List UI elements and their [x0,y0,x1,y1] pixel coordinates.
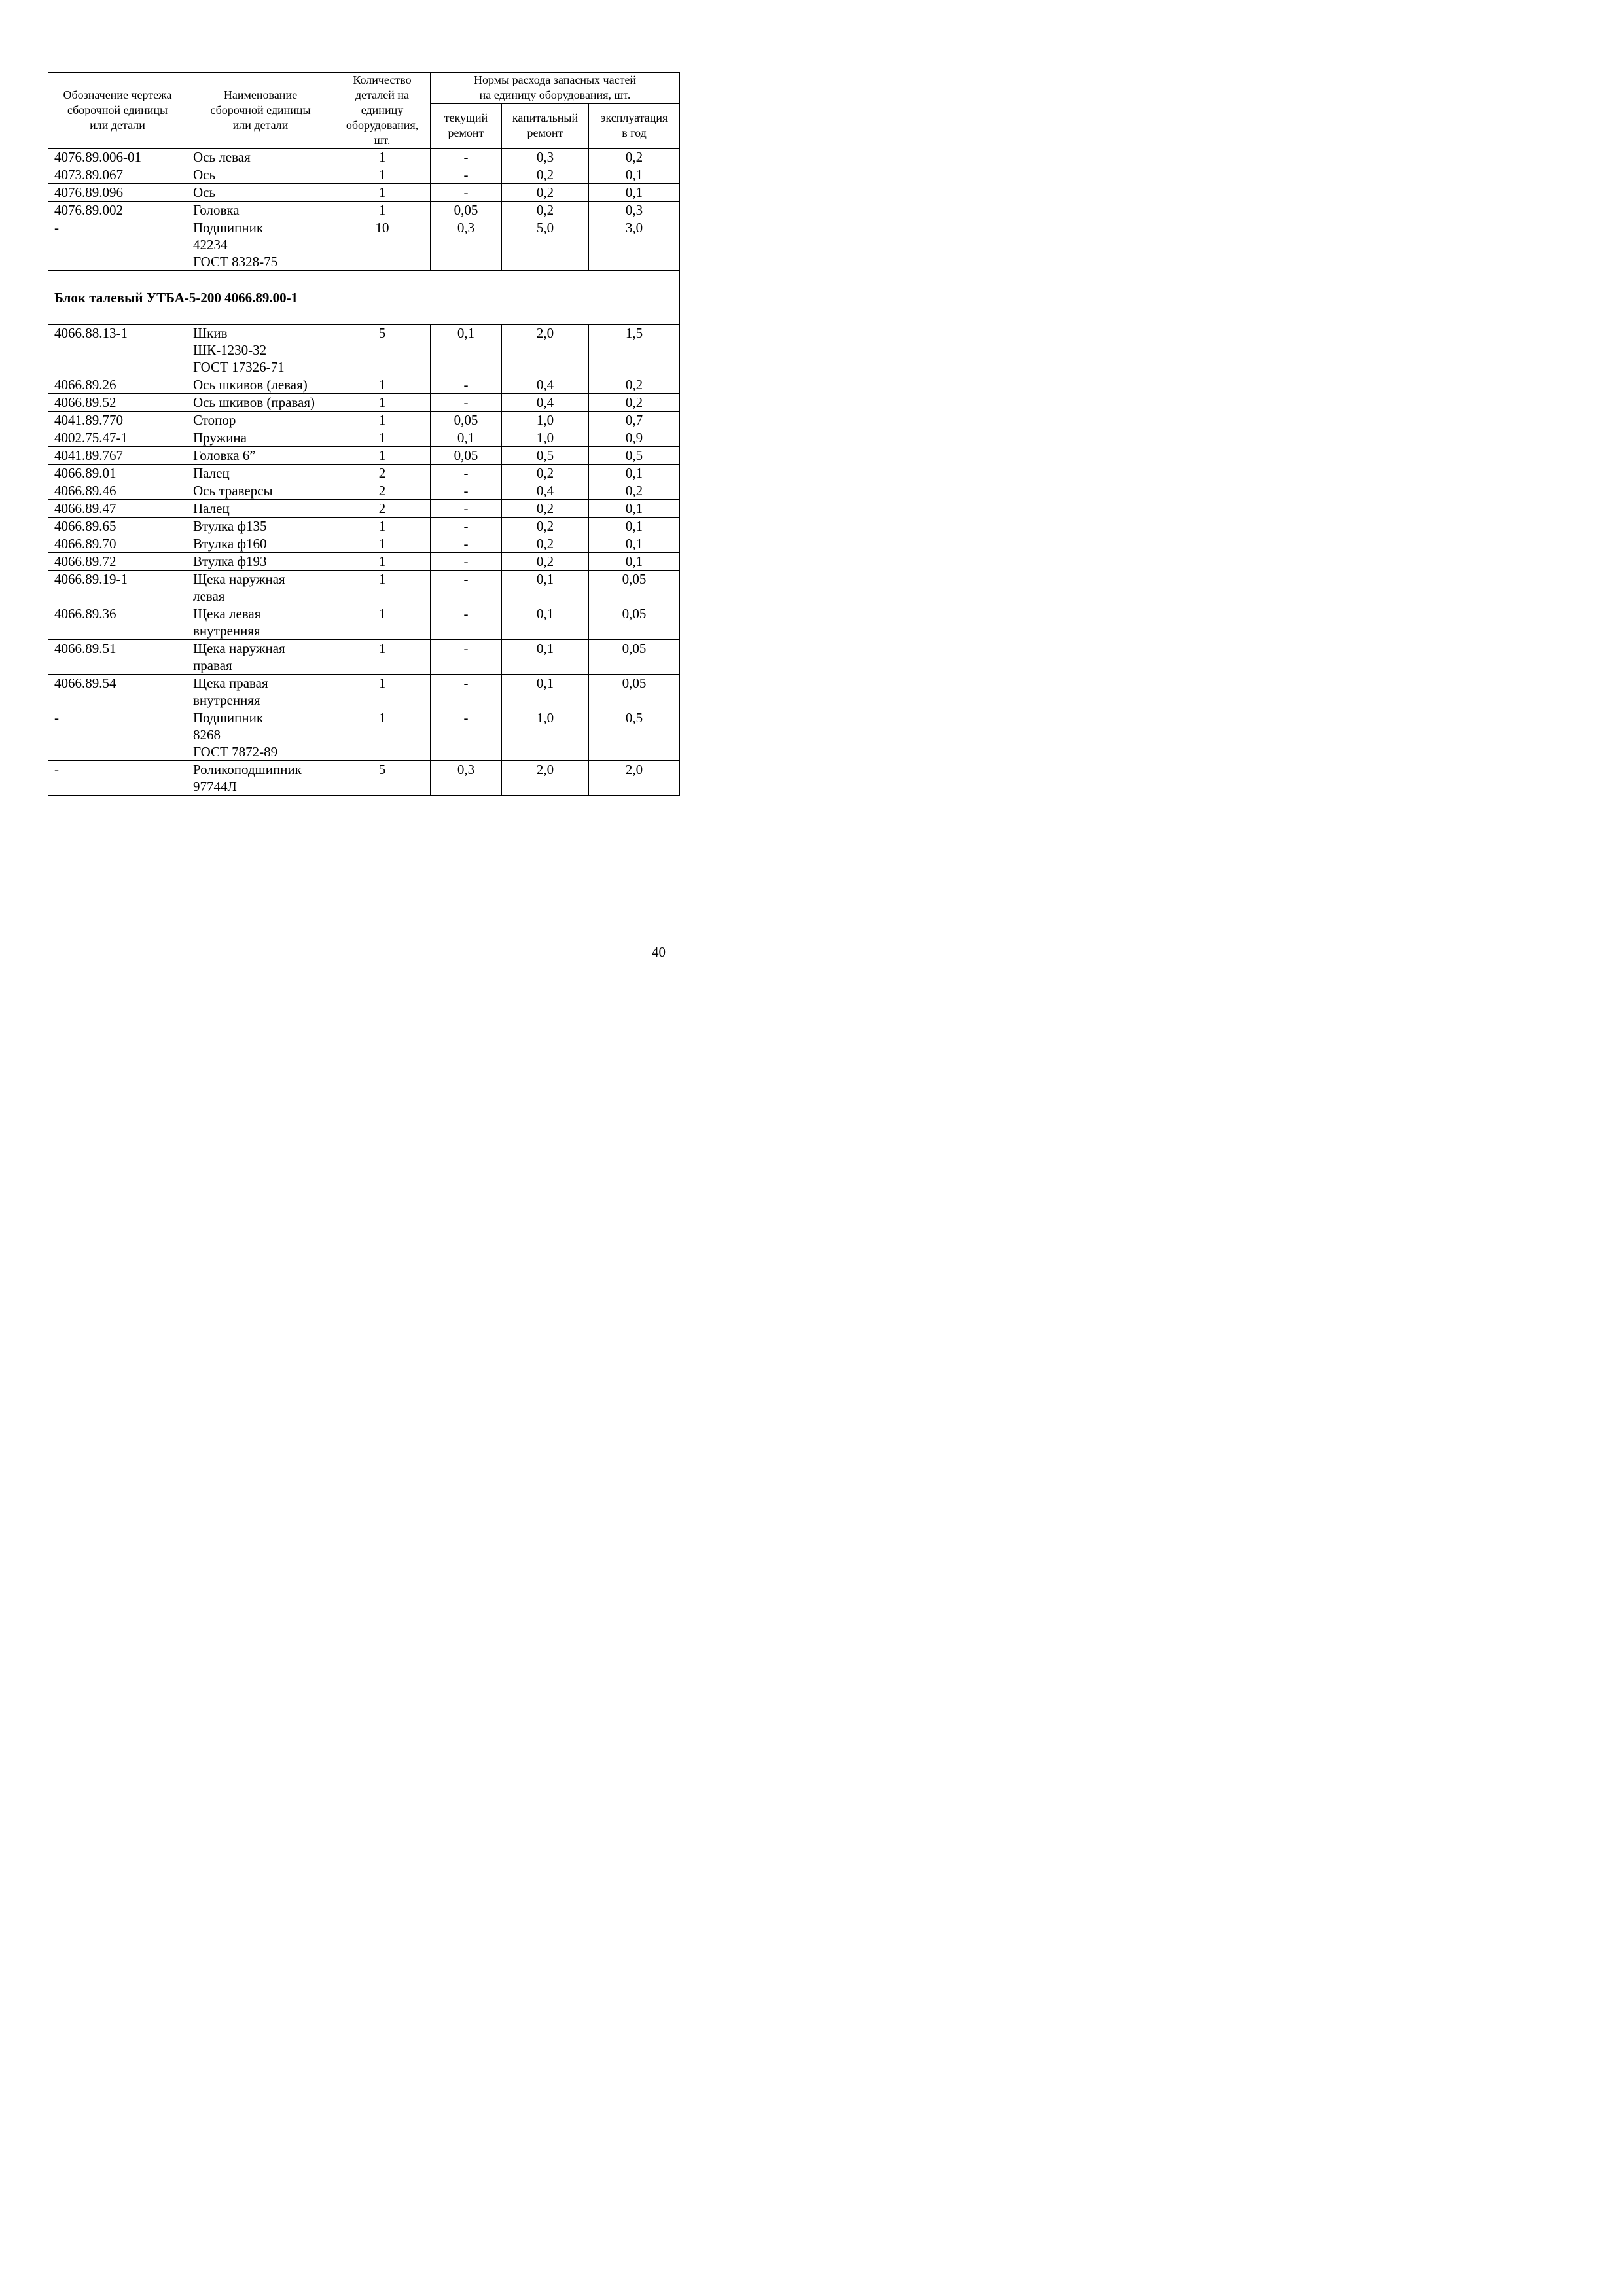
cell-operation: 0,5 [589,709,680,761]
header-operation: эксплуатация в год [589,103,680,148]
cell-quantity: 1 [334,605,431,640]
cell-name: Втулка ф160 [187,535,334,553]
cell-quantity: 1 [334,184,431,202]
cell-operation: 0,1 [589,518,680,535]
table-row [48,149,680,166]
cell-capital-repair: 1,0 [502,429,589,447]
cell-operation: 1,5 [589,325,680,376]
cell-current-repair: - [431,640,502,675]
cell-name: Ось шкивов (правая) [187,394,334,412]
section-title: Блок талевый УТБА-5-200 4066.89.00-1 [48,271,680,325]
cell-quantity: 1 [334,571,431,605]
cell-name: Втулка ф135 [187,518,334,535]
table-row [48,325,680,376]
cell-operation: 0,1 [589,553,680,571]
cell-capital-repair: 0,2 [502,553,589,571]
cell-current-repair: 0,1 [431,429,502,447]
cell-operation: 0,1 [589,184,680,202]
table-row [48,535,680,553]
cell-name: Ось [187,184,334,202]
cell-capital-repair: 0,1 [502,571,589,605]
table-row [48,429,680,447]
cell-operation: 0,3 [589,202,680,219]
cell-name: Палец [187,465,334,482]
cell-quantity: 1 [334,709,431,761]
cell-quantity: 1 [334,429,431,447]
table-row [48,166,680,184]
cell-code: 4066.89.26 [48,376,187,394]
cell-capital-repair: 0,3 [502,149,589,166]
cell-name: Втулка ф193 [187,553,334,571]
cell-capital-repair: 2,0 [502,761,589,796]
cell-name: Щека наружная правая [187,640,334,675]
table-row [48,219,680,271]
cell-operation: 0,2 [589,149,680,166]
section-row [48,271,680,325]
cell-capital-repair: 0,2 [502,518,589,535]
cell-current-repair: - [431,184,502,202]
cell-capital-repair: 0,4 [502,482,589,500]
cell-name: Шкив ШК-1230-32 ГОСТ 17326-71 [187,325,334,376]
table-row [48,640,680,675]
table-row [48,709,680,761]
cell-capital-repair: 0,5 [502,447,589,465]
cell-quantity: 1 [334,447,431,465]
cell-quantity: 2 [334,465,431,482]
cell-name: Подшипник 8268 ГОСТ 7872-89 [187,709,334,761]
table-body-part-2 [48,325,680,796]
table-row [48,184,680,202]
table-row [48,553,680,571]
cell-quantity: 1 [334,640,431,675]
cell-capital-repair: 0,2 [502,184,589,202]
page-number: 40 [652,944,666,960]
cell-code: 4066.89.01 [48,465,187,482]
cell-code: - [48,709,187,761]
cell-current-repair: - [431,500,502,518]
table-body-part-1 [48,149,680,271]
cell-name: Головка [187,202,334,219]
cell-current-repair: - [431,394,502,412]
cell-quantity: 1 [334,149,431,166]
spare-parts-table [48,72,680,796]
table-row [48,465,680,482]
cell-code: 4066.89.70 [48,535,187,553]
cell-capital-repair: 0,2 [502,465,589,482]
table-row [48,394,680,412]
table-row [48,675,680,709]
table-row [48,447,680,465]
cell-name: Ось левая [187,149,334,166]
header-capital-repair: капитальный ремонт [502,103,589,148]
cell-name: Подшипник 42234 ГОСТ 8328-75 [187,219,334,271]
cell-current-repair: 0,1 [431,325,502,376]
table-row [48,482,680,500]
cell-name: Ось [187,166,334,184]
cell-operation: 0,1 [589,465,680,482]
cell-capital-repair: 1,0 [502,709,589,761]
cell-capital-repair: 5,0 [502,219,589,271]
cell-capital-repair: 0,4 [502,376,589,394]
cell-operation: 2,0 [589,761,680,796]
cell-operation: 0,05 [589,605,680,640]
cell-current-repair: 0,05 [431,202,502,219]
cell-code: 4041.89.767 [48,447,187,465]
cell-current-repair: - [431,709,502,761]
cell-quantity: 1 [334,412,431,429]
cell-code: - [48,761,187,796]
cell-operation: 0,05 [589,640,680,675]
cell-capital-repair: 0,4 [502,394,589,412]
cell-current-repair: - [431,605,502,640]
cell-name: Щека наружная левая [187,571,334,605]
cell-name: Ось шкивов (левая) [187,376,334,394]
cell-current-repair: - [431,166,502,184]
cell-current-repair: - [431,675,502,709]
cell-quantity: 1 [334,535,431,553]
cell-operation: 0,1 [589,500,680,518]
cell-current-repair: - [431,465,502,482]
cell-quantity: 1 [334,518,431,535]
cell-capital-repair: 0,2 [502,166,589,184]
cell-capital-repair: 0,1 [502,675,589,709]
cell-capital-repair: 0,2 [502,202,589,219]
cell-quantity: 2 [334,482,431,500]
cell-operation: 0,1 [589,166,680,184]
cell-operation: 0,05 [589,571,680,605]
header-current-repair: текущий ремонт [431,103,502,148]
cell-code: 4076.89.006-01 [48,149,187,166]
cell-current-repair: - [431,482,502,500]
cell-name: Роликоподшипник 97744Л [187,761,334,796]
header-quantity: Количество деталей на единицу оборудования, шт. [334,73,431,149]
cell-code: 4066.89.65 [48,518,187,535]
cell-operation: 0,2 [589,394,680,412]
cell-name: Щека левая внутренняя [187,605,334,640]
cell-code: 4066.89.47 [48,500,187,518]
cell-capital-repair: 2,0 [502,325,589,376]
cell-name: Щека правая внутренняя [187,675,334,709]
table-row [48,571,680,605]
table-row [48,518,680,535]
cell-code: 4076.89.002 [48,202,187,219]
cell-operation: 0,2 [589,376,680,394]
cell-current-repair: - [431,553,502,571]
cell-current-repair: 0,05 [431,447,502,465]
table-row [48,500,680,518]
cell-quantity: 1 [334,394,431,412]
cell-operation: 3,0 [589,219,680,271]
cell-name: Ось траверсы [187,482,334,500]
cell-quantity: 1 [334,553,431,571]
cell-quantity: 1 [334,675,431,709]
cell-code: 4066.88.13-1 [48,325,187,376]
cell-code: 4041.89.770 [48,412,187,429]
cell-quantity: 1 [334,376,431,394]
cell-capital-repair: 0,1 [502,605,589,640]
cell-capital-repair: 0,2 [502,535,589,553]
table-row [48,412,680,429]
cell-code: 4002.75.47-1 [48,429,187,447]
cell-current-repair: 0,3 [431,219,502,271]
cell-operation: 0,05 [589,675,680,709]
section-header-body [48,271,680,325]
cell-quantity: 1 [334,202,431,219]
cell-operation: 0,2 [589,482,680,500]
cell-code: - [48,219,187,271]
cell-quantity: 5 [334,325,431,376]
cell-code: 4066.89.19-1 [48,571,187,605]
cell-code: 4066.89.54 [48,675,187,709]
cell-code: 4073.89.067 [48,166,187,184]
cell-code: 4076.89.096 [48,184,187,202]
cell-name: Головка 6” [187,447,334,465]
cell-quantity: 1 [334,166,431,184]
cell-operation: 0,1 [589,535,680,553]
cell-name: Стопор [187,412,334,429]
cell-capital-repair: 1,0 [502,412,589,429]
cell-operation: 0,5 [589,447,680,465]
cell-current-repair: - [431,149,502,166]
cell-capital-repair: 0,2 [502,500,589,518]
cell-operation: 0,9 [589,429,680,447]
table-row [48,761,680,796]
cell-current-repair: 0,3 [431,761,502,796]
cell-operation: 0,7 [589,412,680,429]
cell-name: Палец [187,500,334,518]
cell-current-repair: - [431,376,502,394]
table-row [48,376,680,394]
header-norms: Нормы расхода запасных частей на единицу оборудования, шт. [431,73,680,104]
cell-capital-repair: 0,1 [502,640,589,675]
cell-current-repair: - [431,571,502,605]
cell-name: Пружина [187,429,334,447]
cell-code: 4066.89.36 [48,605,187,640]
cell-code: 4066.89.46 [48,482,187,500]
header-code: Обозначение чертежа сборочной единицы или детали [48,73,187,149]
cell-quantity: 2 [334,500,431,518]
table-row [48,202,680,219]
table-row [48,605,680,640]
cell-code: 4066.89.52 [48,394,187,412]
cell-code: 4066.89.72 [48,553,187,571]
cell-quantity: 5 [334,761,431,796]
cell-current-repair: 0,05 [431,412,502,429]
cell-current-repair: - [431,518,502,535]
cell-code: 4066.89.51 [48,640,187,675]
cell-current-repair: - [431,535,502,553]
header-name: Наименование сборочной единицы или детали [187,73,334,149]
cell-quantity: 10 [334,219,431,271]
